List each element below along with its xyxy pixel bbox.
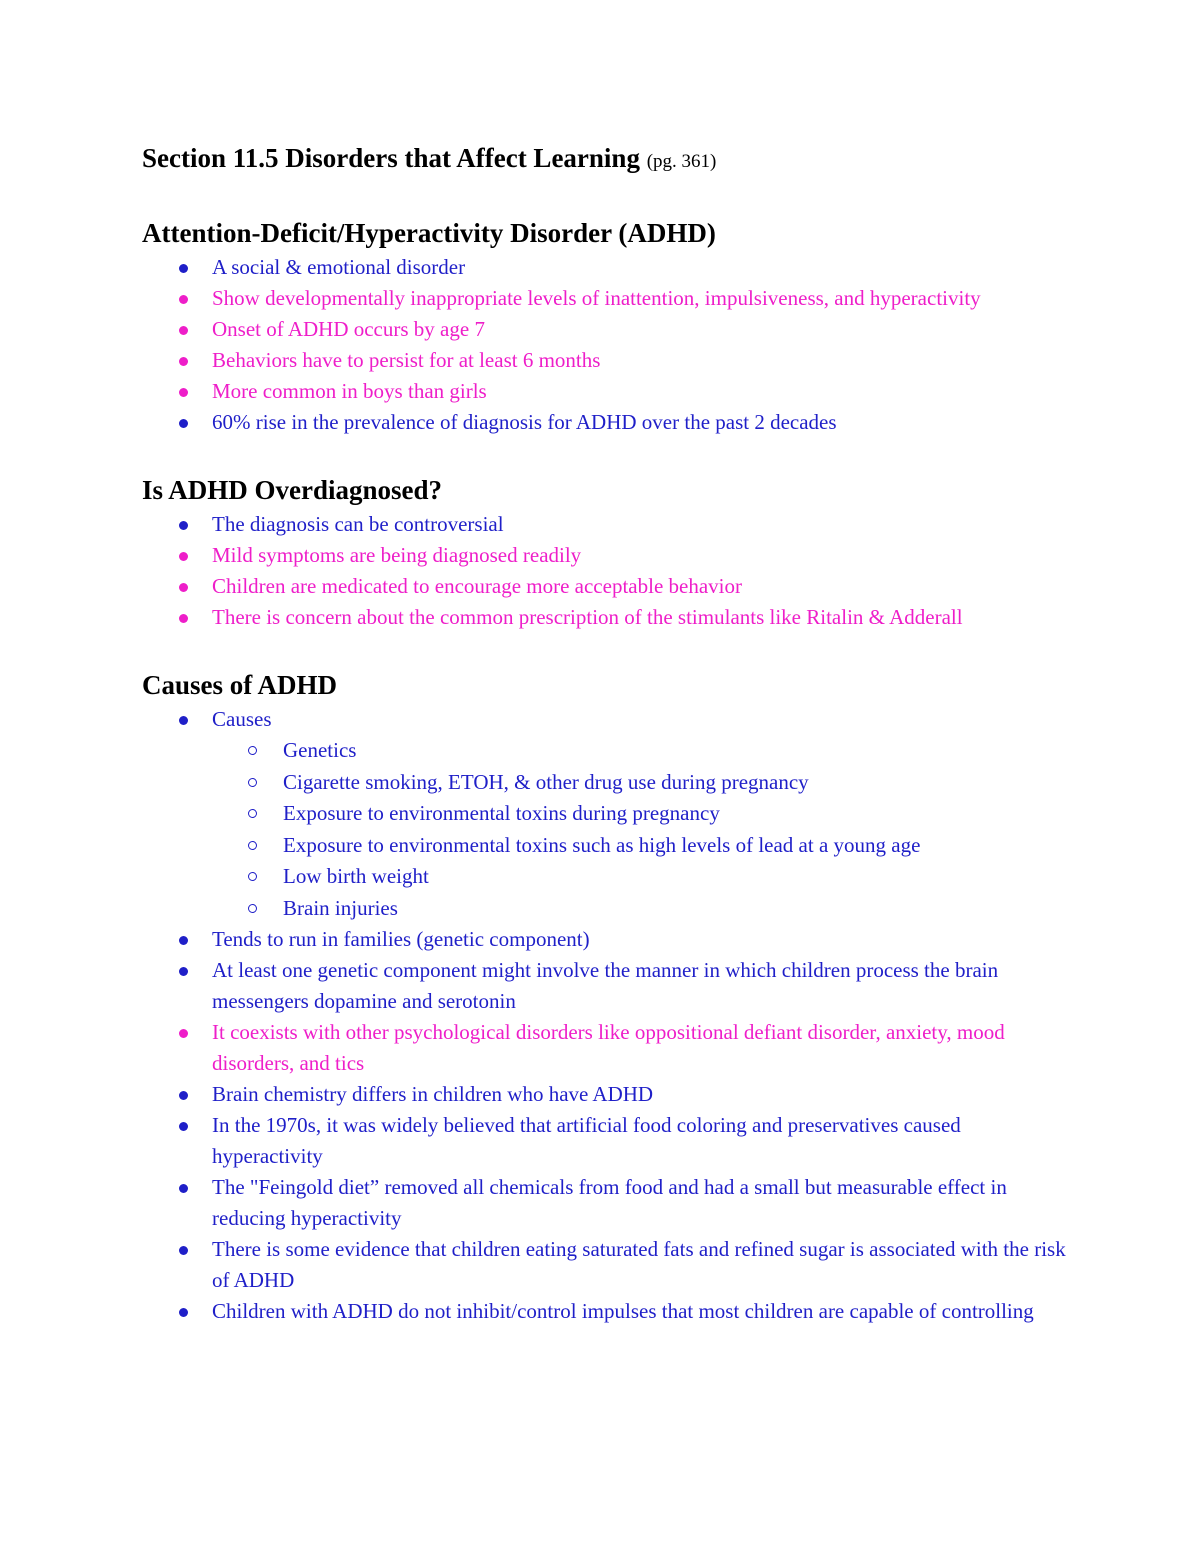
list-item-text: 60% rise in the prevalence of diagnosis for ADHD over the past 2 decades <box>212 410 837 434</box>
sub-bullet-list <box>212 735 1072 924</box>
list-item-text: A social & emotional disorder <box>212 255 466 279</box>
bullet-list <box>142 252 1072 438</box>
list-item-text: More common in boys than girls <box>212 379 487 403</box>
list-item <box>142 1110 1072 1172</box>
list-item <box>142 571 1072 602</box>
list-item <box>142 704 1072 924</box>
sub-list-item-text: Low birth weight <box>283 864 429 888</box>
bullet-dot-icon <box>179 388 188 397</box>
sub-list-item-text: Cigarette smoking, ETOH, & other drug use during pregnancy <box>283 769 809 794</box>
list-item-text: The "Feingold diet” removed all chemicals from food and had a small but measurable effect in reducing hyperactivity <box>212 1175 1007 1230</box>
list-item <box>142 314 1072 345</box>
list-item-text: There is concern about the common prescription of the stimulants like Ritalin & Adderall <box>212 605 963 629</box>
list-item <box>142 283 1072 314</box>
list-item-text: In the 1970s, it was widely believed that artificial food coloring and preservatives caused hyperactivity <box>212 1113 961 1168</box>
sub-list-item <box>212 798 1072 830</box>
list-item-text: Causes <box>212 707 272 731</box>
bullet-list <box>142 704 1072 1327</box>
bullet-dot-icon <box>179 1122 188 1131</box>
list-item-text: Behaviors have to persist for at least 6 months <box>212 348 601 372</box>
document-title <box>142 138 1072 182</box>
hollow-circle-bullet-icon <box>248 841 257 850</box>
list-item <box>142 1172 1072 1234</box>
bullet-dot-icon <box>179 552 188 561</box>
list-item-text: Onset of ADHD occurs by age 7 <box>212 317 485 341</box>
list-item-text: Show developmentally inappropriate levels of inattention, impulsiveness, and hyperactivity <box>212 286 981 310</box>
section-heading: Causes of ADHD <box>142 670 338 700</box>
section-heading: Is ADHD Overdiagnosed? <box>142 475 443 505</box>
hollow-circle-bullet-icon <box>248 872 257 881</box>
bullet-dot-icon <box>179 1246 188 1255</box>
bullet-dot-icon <box>179 521 188 530</box>
bullet-dot-icon <box>179 357 188 366</box>
list-item-text: Mild symptoms are being diagnosed readily <box>212 543 582 567</box>
list-item <box>142 376 1072 407</box>
bullet-dot-icon <box>179 583 188 592</box>
bullet-list <box>142 509 1072 633</box>
list-item-text: Children are medicated to encourage more acceptable behavior <box>212 574 742 598</box>
section-heading: Attention-Deficit/Hyperactivity Disorder (ADHD) <box>142 218 716 248</box>
list-item-text: Brain chemistry differs in children who have ADHD <box>212 1082 654 1106</box>
section-overdiagnosed <box>142 471 1072 633</box>
list-item <box>142 345 1072 376</box>
list-item <box>142 602 1072 633</box>
list-item-text: It coexists with other psychological disorders like oppositional defiant disorder, anxiety, mood disorders, and tics <box>212 1020 1005 1075</box>
list-item <box>142 1017 1072 1079</box>
bullet-dot-icon <box>179 967 188 976</box>
title-page-reference: (pg. 361) <box>646 151 717 172</box>
list-item <box>142 509 1072 540</box>
list-item <box>142 407 1072 438</box>
hollow-circle-bullet-icon <box>248 904 257 913</box>
list-item <box>142 1296 1072 1327</box>
hollow-circle-bullet-icon <box>248 809 257 818</box>
list-item <box>142 1234 1072 1296</box>
sub-list-item <box>212 830 1072 862</box>
sub-list-item <box>212 735 1072 767</box>
list-item-text: The diagnosis can be controversial <box>212 512 504 536</box>
bullet-dot-icon <box>179 1308 188 1317</box>
list-item <box>142 540 1072 571</box>
document-content <box>142 138 1072 1327</box>
bullet-dot-icon <box>179 264 188 273</box>
hollow-circle-bullet-icon <box>248 746 257 755</box>
bullet-dot-icon <box>179 614 188 623</box>
list-item <box>142 924 1072 955</box>
sub-list-item <box>212 767 1072 799</box>
list-item-text: Tends to run in families (genetic component) <box>212 927 590 951</box>
bullet-dot-icon <box>179 326 188 335</box>
sub-list-item-text: Brain injuries <box>283 895 398 920</box>
bullet-dot-icon <box>179 1029 188 1038</box>
bullet-dot-icon <box>179 1184 188 1193</box>
bullet-dot-icon <box>179 716 188 725</box>
section-causes <box>142 666 1072 1327</box>
list-item-text: Children with ADHD do not inhibit/control impulses that most children are capable of controlling <box>212 1299 1034 1323</box>
list-item <box>142 1079 1072 1110</box>
bullet-dot-icon <box>179 1091 188 1100</box>
section-adhd-overview <box>142 214 1072 438</box>
bullet-dot-icon <box>179 936 188 945</box>
list-item-text: There is some evidence that children eating saturated fats and refined sugar is associated with the risk of ADHD <box>212 1237 1066 1292</box>
sub-list-item-text: Exposure to environmental toxins such as high levels of lead at a young age <box>283 832 921 857</box>
list-item <box>142 955 1072 1017</box>
bullet-dot-icon <box>179 419 188 428</box>
hollow-circle-bullet-icon <box>248 778 257 787</box>
sub-list-item <box>212 861 1072 893</box>
bullet-dot-icon <box>179 295 188 304</box>
sub-list-item-text: Exposure to environmental toxins during pregnancy <box>283 801 720 825</box>
sub-list-item <box>212 893 1072 925</box>
sub-list-item-text: Genetics <box>283 738 357 762</box>
list-item-text: At least one genetic component might involve the manner in which children process the brain messengers dopamine and serotonin <box>212 958 999 1013</box>
title-main: Section 11.5 Disorders that Affect Learning <box>142 143 640 173</box>
list-item <box>142 252 1072 283</box>
